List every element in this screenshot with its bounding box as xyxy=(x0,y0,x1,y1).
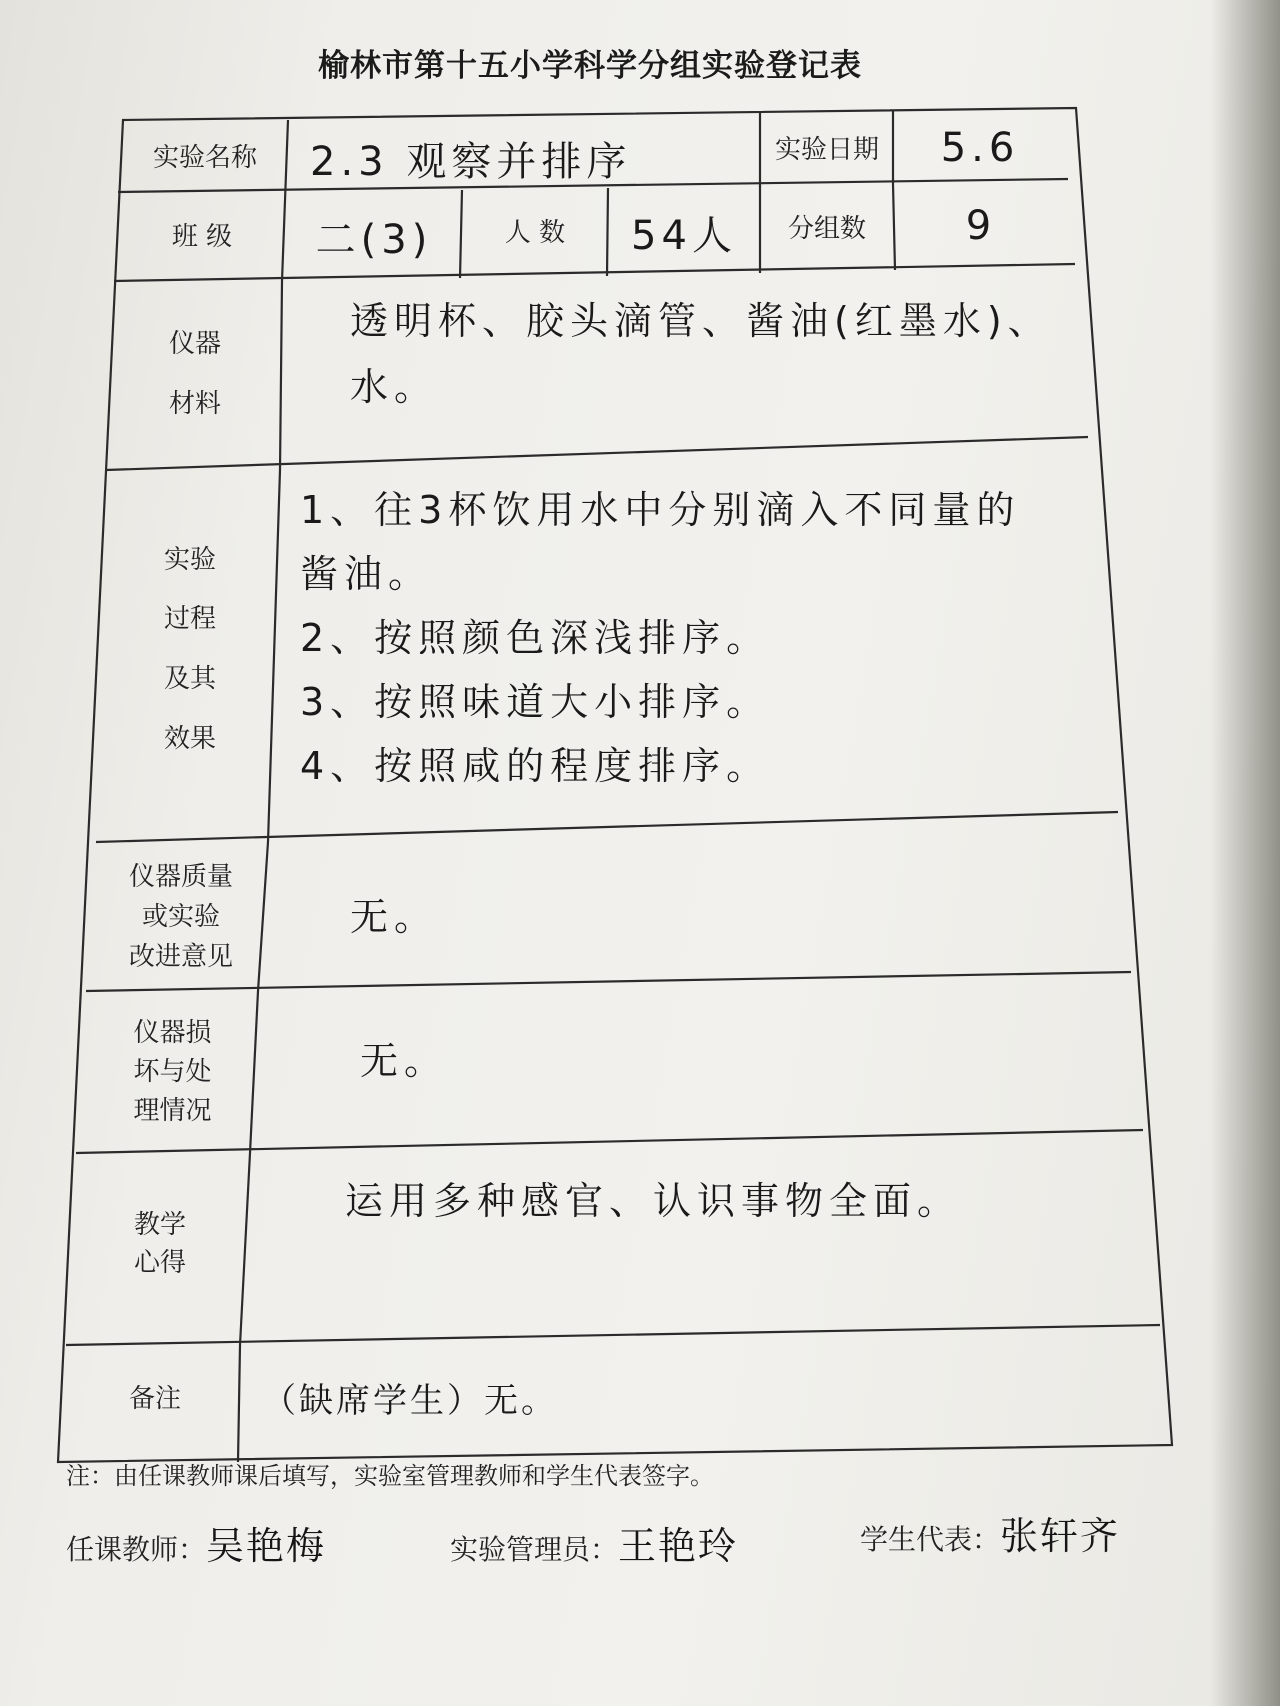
quality-value: 无。 xyxy=(350,895,439,939)
admin-label: 实验管理员： xyxy=(450,1533,619,1566)
process-step: 3、按照味道大小排序。 xyxy=(300,680,771,724)
process-label-line-2: 过程 xyxy=(163,604,216,635)
teacher-name: 吴艳梅 xyxy=(206,1524,327,1568)
equipment-label xyxy=(115,300,275,450)
groups-label: 分组数 xyxy=(787,214,866,245)
class-label: 班 级 xyxy=(171,222,233,253)
form-title: 榆林市第十五小学科学分组实验登记表 xyxy=(318,48,862,84)
equipment-value xyxy=(350,290,1070,418)
damage-label-line-2: 坏与处 xyxy=(133,1057,212,1087)
process-steps xyxy=(300,478,1090,798)
teaching-value: 运用多种感官、认识事物全面。 xyxy=(345,1179,962,1223)
date-value: 5.6 xyxy=(940,125,1020,171)
quality-label-line-3: 改进意见 xyxy=(128,942,233,973)
quality-label-line-2: 或实验 xyxy=(141,901,220,932)
damage-label xyxy=(95,1005,250,1140)
teaching-label-line-2: 心得 xyxy=(133,1248,186,1278)
teacher-signature xyxy=(66,1515,326,1570)
class-value: 二(3) xyxy=(315,216,433,263)
process-step: 1、往3杯饮用水中分别滴入不同量的 xyxy=(300,488,1021,532)
people-label: 人 数 xyxy=(504,218,566,249)
admin-name: 王艳玲 xyxy=(618,1524,739,1568)
date-label: 实验日期 xyxy=(774,135,879,166)
people-value: 54人 xyxy=(631,212,737,259)
teacher-label: 任课教师： xyxy=(66,1533,207,1566)
teaching-label-line-1: 教学 xyxy=(133,1210,186,1241)
remarks-value xyxy=(262,1362,862,1432)
remarks-text: （缺席学生）无。 xyxy=(262,1380,558,1421)
student-signature xyxy=(860,1505,1120,1560)
teaching-label xyxy=(85,1185,235,1305)
student-label: 学生代表： xyxy=(860,1523,1001,1556)
damage-value: 无。 xyxy=(360,1039,449,1083)
process-step: 2、按照颜色深浅排序。 xyxy=(300,616,771,660)
remarks-label: 备注 xyxy=(128,1384,181,1415)
equipment-line-2: 水。 xyxy=(350,365,439,409)
equipment-label-line-2: 材料 xyxy=(168,389,221,419)
equipment-line-1: 透明杯、胶头滴管、酱油(红墨水)、 xyxy=(350,299,1052,343)
process-label-line-1: 实验 xyxy=(163,544,216,575)
quality-label-line-1: 仪器质量 xyxy=(128,861,233,892)
damage-label-line-3: 理情况 xyxy=(133,1096,212,1126)
student-name: 张轩齐 xyxy=(1000,1514,1121,1558)
damage-label-line-1: 仪器损 xyxy=(133,1018,212,1048)
admin-signature xyxy=(450,1515,738,1570)
process-label-line-4: 效果 xyxy=(163,723,216,754)
process-label xyxy=(110,520,270,780)
experiment-name-value: 2.3 观察并排序 xyxy=(310,138,632,185)
process-step: 酱油。 xyxy=(300,552,433,596)
process-step: 4、按照咸的程度排序。 xyxy=(300,744,771,788)
groups-value: 9 xyxy=(965,203,997,249)
process-label-line-3: 及其 xyxy=(163,664,216,694)
form-note: 注：由任课教师课后填写，实验室管理教师和学生代表签字。 xyxy=(66,1462,714,1490)
equipment-label-line-1: 仪器 xyxy=(168,329,221,360)
quality-label xyxy=(100,852,262,982)
experiment-name-label: 实验名称 xyxy=(152,143,257,174)
